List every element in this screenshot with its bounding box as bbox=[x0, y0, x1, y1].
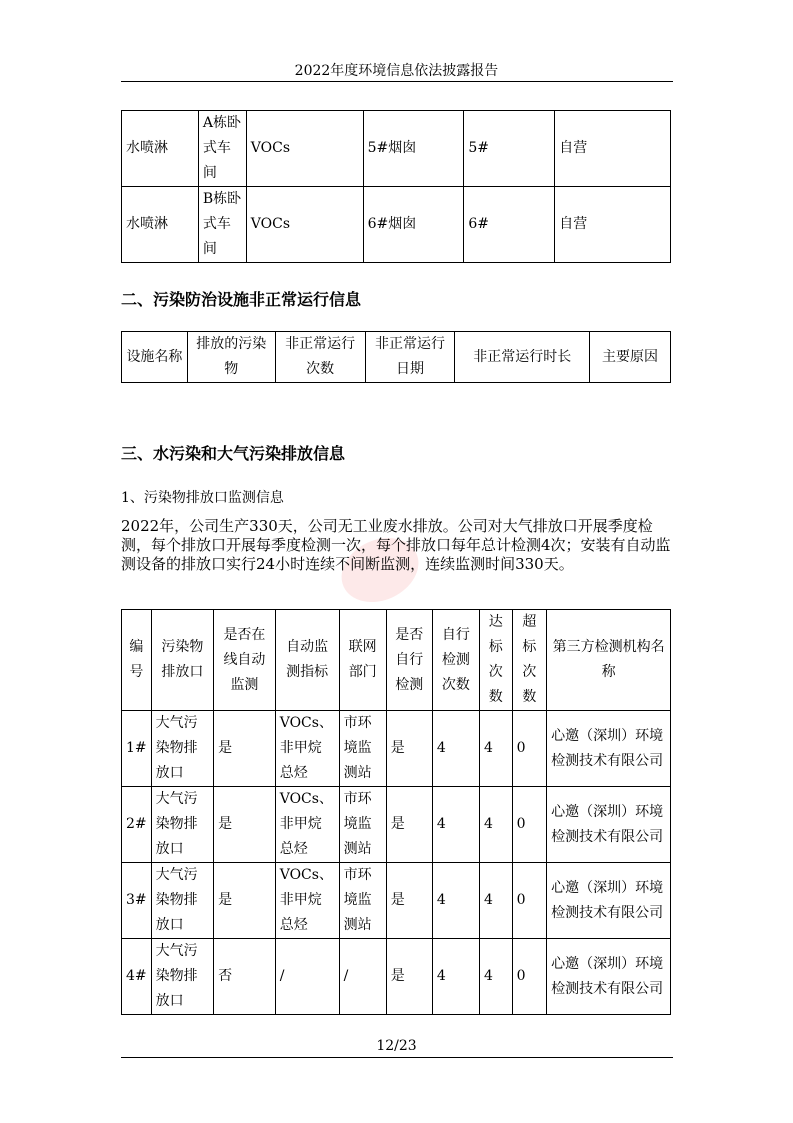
table-cell: 是 bbox=[214, 863, 276, 939]
table-cell: 是 bbox=[386, 863, 432, 939]
table-cell: 1# bbox=[122, 711, 152, 787]
table-row bbox=[122, 939, 671, 1015]
column-header: 设施名称 bbox=[122, 332, 188, 383]
table-cell: 4 bbox=[479, 939, 512, 1015]
table-cell: A栋卧式车间 bbox=[198, 111, 246, 187]
table-cell: 否 bbox=[214, 939, 276, 1015]
column-header: 是否自行检测 bbox=[386, 610, 432, 711]
column-header: 是否在线自动监测 bbox=[214, 610, 276, 711]
table-cell: 4 bbox=[432, 863, 479, 939]
table-row bbox=[122, 863, 671, 939]
footer-divider bbox=[121, 1057, 673, 1058]
table-cell: 市环境监测站 bbox=[339, 787, 386, 863]
table-cell: 是 bbox=[386, 939, 432, 1015]
table-row bbox=[122, 711, 671, 787]
subsection-heading: 1、污染物排放口监测信息 bbox=[121, 490, 284, 506]
table-cell: / bbox=[275, 939, 339, 1015]
column-header: 超标次数 bbox=[512, 610, 547, 711]
table-cell: 大气污染物排放口 bbox=[151, 939, 214, 1015]
table-cell: VOCs、非甲烷总烃 bbox=[275, 863, 339, 939]
table-cell: 心邀（深圳）环境检测技术有限公司 bbox=[547, 939, 671, 1015]
table-header-row bbox=[122, 610, 671, 711]
table-cell: VOCs bbox=[246, 187, 363, 263]
table-cell: 4 bbox=[432, 787, 479, 863]
table-cell: 6#烟囱 bbox=[363, 187, 464, 263]
column-header: 自行检测次数 bbox=[432, 610, 479, 711]
column-header: 达标次数 bbox=[479, 610, 512, 711]
column-header: 排放的污染物 bbox=[187, 332, 275, 383]
column-header: 自动监测指标 bbox=[275, 610, 339, 711]
table-row bbox=[122, 111, 671, 187]
table-cell: / bbox=[339, 939, 386, 1015]
column-header: 非正常运行时长 bbox=[455, 332, 590, 383]
table-cell: 5# bbox=[464, 111, 555, 187]
table-cell: 4 bbox=[432, 939, 479, 1015]
table-cell: 4 bbox=[432, 711, 479, 787]
table-cell: 4 bbox=[479, 863, 512, 939]
table-cell: 自营 bbox=[555, 111, 671, 187]
page-header: 2022年度环境信息依法披露报告 bbox=[294, 63, 499, 79]
table-cell: 0 bbox=[512, 863, 547, 939]
table-cell: 是 bbox=[214, 787, 276, 863]
table-cell: 大气污染物排放口 bbox=[151, 711, 214, 787]
table-cell: VOCs bbox=[246, 111, 363, 187]
table-cell: 水喷淋 bbox=[122, 187, 199, 263]
table-header-row bbox=[122, 332, 671, 383]
table-cell: 自营 bbox=[555, 187, 671, 263]
table-cell: 6# bbox=[464, 187, 555, 263]
table-cell: B栋卧式车间 bbox=[198, 187, 246, 263]
page-number: 12/23 bbox=[376, 1038, 417, 1054]
table-cell: 水喷淋 bbox=[122, 111, 199, 187]
table-cell: 是 bbox=[386, 711, 432, 787]
table-cell: 市环境监测站 bbox=[339, 711, 386, 787]
table-cell: VOCs、非甲烷总烃 bbox=[275, 787, 339, 863]
table-cell: 4 bbox=[479, 787, 512, 863]
table-row bbox=[122, 187, 671, 263]
table-cell: 0 bbox=[512, 939, 547, 1015]
table-cell: 2# bbox=[122, 787, 152, 863]
table-cell: 5#烟囱 bbox=[363, 111, 464, 187]
table-cell: 4 bbox=[479, 711, 512, 787]
column-header: 非正常运行日期 bbox=[365, 332, 455, 383]
column-header: 编号 bbox=[122, 610, 152, 711]
column-header: 联网部门 bbox=[339, 610, 386, 711]
column-header: 非正常运行次数 bbox=[275, 332, 365, 383]
table-cell: 是 bbox=[386, 787, 432, 863]
table-cell: 0 bbox=[512, 787, 547, 863]
treatment-facility-table bbox=[121, 110, 671, 263]
table-cell: 3# bbox=[122, 863, 152, 939]
column-header: 主要原因 bbox=[590, 332, 671, 383]
section-heading: 二、污染防治设施非正常运行信息 bbox=[121, 290, 362, 309]
table-cell: 大气污染物排放口 bbox=[151, 787, 214, 863]
header-divider bbox=[121, 81, 673, 82]
abnormal-operation-table bbox=[121, 331, 671, 383]
table-cell: 4# bbox=[122, 939, 152, 1015]
table-row bbox=[122, 787, 671, 863]
section-heading: 三、水污染和大气污染排放信息 bbox=[121, 444, 346, 463]
monitoring-table bbox=[121, 609, 671, 1015]
table-cell: 是 bbox=[214, 711, 276, 787]
table-cell: 心邀（深圳）环境检测技术有限公司 bbox=[547, 787, 671, 863]
table-cell: 大气污染物排放口 bbox=[151, 863, 214, 939]
body-paragraph: 2022年，公司生产330天，公司无工业废水排放。公司对大气排放口开展季度检测，每个排放口开展每季度检测一次，每个排放口每年总计检测4次；安装有自动监测设备的排放口实行24小时连续不间断监测，连续监测时间330天。 bbox=[121, 517, 671, 573]
column-header: 第三方检测机构名称 bbox=[547, 610, 671, 711]
table-cell: 市环境监测站 bbox=[339, 863, 386, 939]
table-cell: VOCs、非甲烷总烃 bbox=[275, 711, 339, 787]
column-header: 污染物排放口 bbox=[151, 610, 214, 711]
table-cell: 心邀（深圳）环境检测技术有限公司 bbox=[547, 863, 671, 939]
table-cell: 心邀（深圳）环境检测技术有限公司 bbox=[547, 711, 671, 787]
table-cell: 0 bbox=[512, 711, 547, 787]
